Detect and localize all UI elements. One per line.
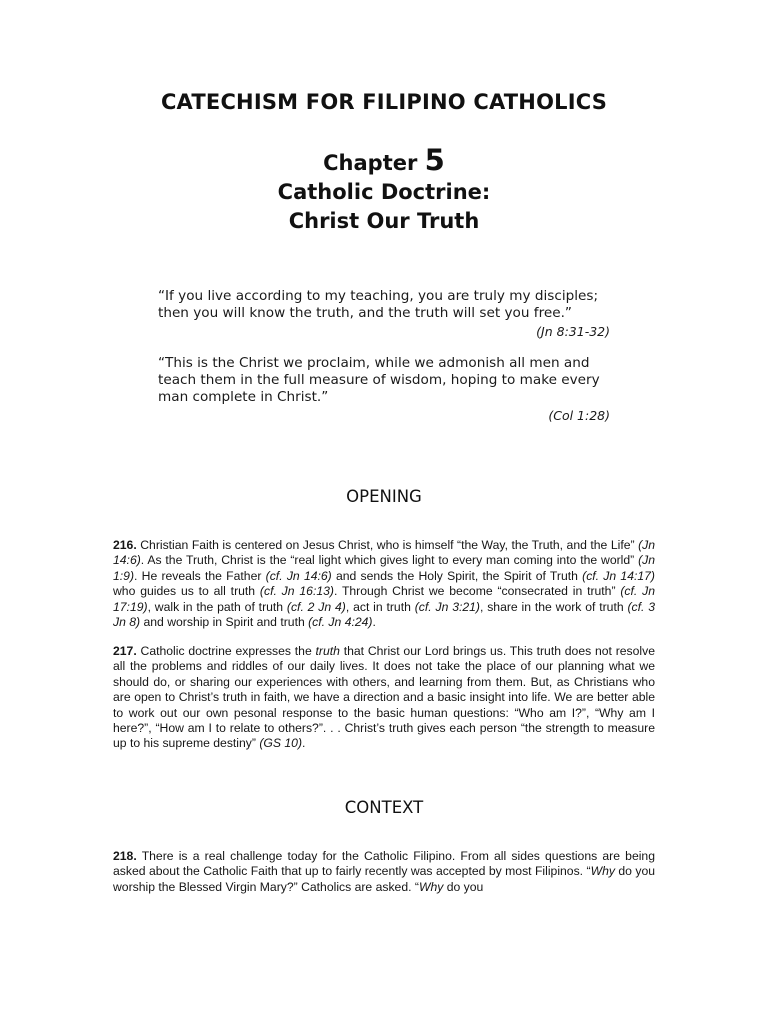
paragraph-number: 217.: [113, 644, 137, 658]
paragraph-217: [113, 644, 655, 752]
paragraph-text: and sends the Holy Spirit, the Spirit of Truth: [331, 568, 583, 583]
section-heading-opening: OPENING: [346, 487, 422, 506]
citation: (GS 10): [259, 736, 302, 751]
paragraph-text: , walk in the path of truth: [147, 599, 287, 614]
paragraph-text: that Christ our Lord brings us. This truth does not resolve all the problems and riddles of our daily lives. It does not take the place of our planning what we should do, or sharing our experiences with others, and learning from them. But, as Christians who are open to Christ’s truth in faith, we have a direction and a basic insight into life. We are better able to work out our own pesonal response to the basic human questions: “Who am I?”, “Why am I here?”, “How am I to relate to others?”. . . Christ’s truth gives each person “the strength to measure up to his supreme destiny”: [113, 644, 655, 751]
paragraph-text: and worship in Spirit and truth: [140, 615, 309, 630]
epigraph-quote: [158, 355, 610, 424]
paragraph-number: 216.: [113, 538, 137, 552]
chapter-subtitle-line2: Christ Our Truth: [288, 209, 480, 233]
paragraph-text: .: [372, 615, 376, 630]
chapter-word: Chapter: [323, 151, 418, 175]
quote-text: “This is the Christ we proclaim, while we admonish all men and teach them in the full measure of wisdom, hoping to make every man complete in Christ.”: [158, 355, 600, 405]
chapter-number: 5: [424, 143, 445, 177]
chapter-heading: [0, 143, 768, 236]
paragraph-text: , share in the work of truth: [479, 599, 628, 614]
paragraph-text: do you: [443, 879, 484, 894]
citation: (cf. Jn 14:6): [265, 568, 332, 583]
paragraph-216: [113, 538, 655, 630]
chapter-label: [0, 143, 768, 178]
paragraph-text: There is a real challenge today for the Catholic Filipino. From all sides questions are being asked about the Catholic Faith that up to fairly recently was accepted by most Filipinos. “: [113, 849, 655, 879]
paragraph-text: . He reveals the Father: [134, 568, 266, 583]
paragraph-text: Christian Faith is centered on Jesus Christ, who is himself “the Way, the Truth, and the Life”: [136, 538, 639, 552]
paragraph-text: , act in truth: [345, 599, 415, 614]
citation: (cf. 3 Jn 8): [113, 599, 655, 630]
paragraph-text: .: [302, 736, 306, 751]
paragraph-text: . As the Truth, Christ is the “real light which gives light to every man coming into the world”: [140, 553, 639, 568]
paragraph-text: do you worship the Blessed Virgin Mary?” Catholics are asked. “: [113, 864, 656, 894]
emphasis: Why: [590, 864, 615, 879]
citation: (cf. Jn 4:24): [308, 615, 373, 630]
paragraph-number: 218.: [113, 849, 137, 863]
paragraph-text: who guides us to all truth: [113, 584, 260, 599]
section-heading-context: CONTEXT: [344, 798, 424, 817]
epigraph-quote: [158, 288, 610, 340]
chapter-subtitle-line1: Catholic Doctrine:: [277, 180, 491, 204]
quote-reference: (Jn 8:31-32): [536, 324, 610, 339]
paragraph-text: . Through Christ we become “consecrated in truth”: [333, 584, 621, 599]
citation: (Jn 14:6): [113, 538, 655, 568]
quote-reference: (Col 1:28): [548, 408, 610, 423]
paragraph-text: Catholic doctrine expresses the: [136, 644, 316, 658]
citation: (Jn 1:9): [113, 553, 655, 583]
quote-text: “If you live according to my teaching, you are truly my disciples; then you will know the truth, and the truth will set you free.”: [158, 288, 599, 321]
emphasis: truth: [315, 644, 340, 658]
emphasis: Why: [418, 879, 444, 894]
document-title: CATECHISM FOR FILIPINO CATHOLICS: [160, 90, 608, 114]
citation: (cf. Jn 16:13): [259, 584, 334, 599]
citation: (cf. Jn 17:19): [113, 584, 655, 614]
citation: (cf. Jn 14:17): [582, 568, 655, 583]
paragraph-218: [113, 849, 655, 895]
citation: (cf. Jn 3:21): [414, 599, 480, 614]
citation: (cf. 2 Jn 4): [286, 599, 346, 614]
